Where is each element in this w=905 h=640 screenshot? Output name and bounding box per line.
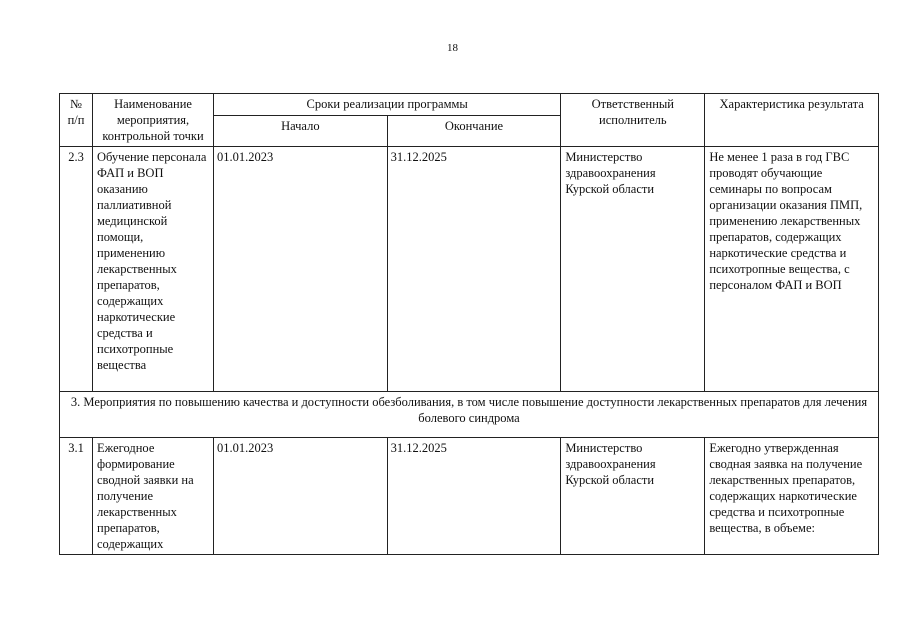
- row-end: 31.12.2025: [387, 438, 561, 555]
- row-start: 01.01.2023: [214, 147, 388, 392]
- section-title: 3. Мероприятия по повышению качества и доступности обезболивания, в том числе повышение доступности лекарственных препаратов для лечения болевого синдрома: [60, 392, 879, 438]
- activities-table: [59, 93, 879, 555]
- row-responsible: Министерство здравоохранения Курской области: [561, 147, 705, 392]
- row-num: 3.1: [60, 438, 93, 555]
- header-row: [60, 94, 879, 116]
- row-name: Ежегодное формирование сводной заявки на получение лекарственных препаратов, содержащих: [93, 438, 214, 555]
- header-terms: Сроки реализации программы: [214, 94, 561, 116]
- page-number: 18: [447, 42, 458, 54]
- section-row: [60, 392, 879, 438]
- header-end: Окончание: [387, 116, 561, 147]
- row-end: 31.12.2025: [387, 147, 561, 392]
- row-result: Ежегодно утвержденная сводная заявка на получение лекарственных препаратов, содержащих наркотические средства и психотропные вещества, в объеме:: [705, 438, 879, 555]
- header-result: Характеристика результата: [705, 94, 879, 147]
- row-responsible: Министерство здравоохранения Курской области: [561, 438, 705, 555]
- row-start: 01.01.2023: [214, 438, 388, 555]
- header-name: Наименование мероприятия, контрольной точки: [93, 94, 214, 147]
- header-num: № п/п: [60, 94, 93, 147]
- header-responsible: Ответственный исполнитель: [561, 94, 705, 147]
- row-num: 2.3: [60, 147, 93, 392]
- row-result: Не менее 1 раза в год ГВС проводят обучающие семинары по вопросам организации оказания ПМП, применению лекарственных препаратов, содержащих наркотические средства и психотропные вещества, с персоналом ФАП и ВОП: [705, 147, 879, 392]
- table-row: [60, 438, 879, 555]
- header-start: Начало: [214, 116, 388, 147]
- table-row: [60, 147, 879, 392]
- row-name: Обучение персонала ФАП и ВОП оказанию паллиативной медицинской помощи, применению лекарственных препаратов, содержащих наркотические средства и психотропные вещества: [93, 147, 214, 392]
